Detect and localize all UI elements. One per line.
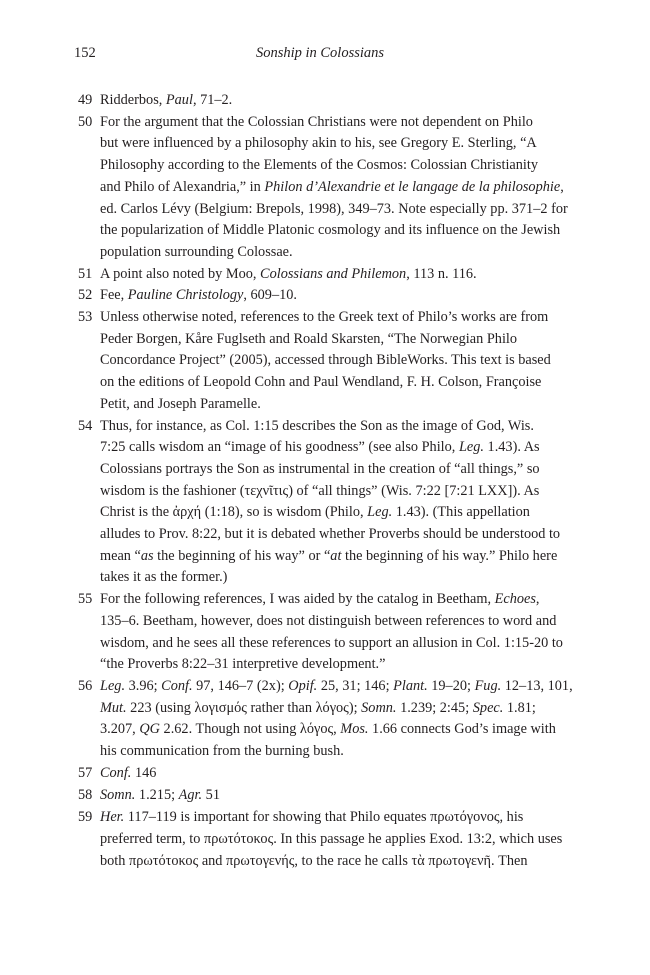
- text-run: A point also noted by Moo,: [100, 265, 261, 282]
- text-line: [100, 567, 568, 589]
- text-run: Fee,: [100, 287, 128, 304]
- text-run: takes it as the former.): [100, 569, 228, 586]
- text-line: [100, 633, 568, 655]
- text-line: [100, 698, 568, 720]
- text-run: Peder Borgen, Kåre Fuglseth and Roald Skarsten, “The Norwegian Philo: [100, 330, 518, 347]
- endnote: [78, 90, 568, 112]
- text-run: alludes to Prov. 8:22, but it is debated whether Proverbs should be understood to: [100, 526, 561, 543]
- text-run: Ridderbos,: [100, 92, 166, 108]
- text-run: 19–20;: [427, 677, 475, 694]
- text-line: [100, 350, 568, 372]
- text-line: [100, 437, 568, 459]
- text-run: 7:25 calls wisdom an “image of his goodness” (see also Philo,: [100, 439, 459, 456]
- endnote-text: [100, 589, 568, 676]
- endnote-text: [100, 785, 568, 807]
- text-run: 97, 146–7 (2x);: [192, 677, 289, 694]
- italic-text-run: at: [330, 547, 342, 564]
- text-run: , 71–2.: [192, 92, 233, 108]
- text-run: but were influenced by a philosophy akin to his, see Gregory E. Sterling, “A: [100, 135, 537, 152]
- text-line: [100, 329, 568, 351]
- endnote-text: [100, 264, 568, 286]
- endnotes-list: [78, 90, 573, 872]
- endnote-number: 50: [78, 113, 93, 130]
- italic-text-run: Fug.: [474, 677, 502, 694]
- italic-text-run: Echoes: [494, 591, 536, 608]
- text-run: 223 (using λογισμός rather than λόγος);: [126, 699, 362, 716]
- text-line: [100, 459, 568, 481]
- text-line: [100, 220, 568, 242]
- text-line: [100, 589, 568, 611]
- text-run: 146: [131, 764, 157, 781]
- italic-text-run: Somn.: [361, 699, 397, 716]
- text-line: [100, 546, 568, 568]
- endnote: [78, 112, 568, 264]
- text-line: [100, 416, 568, 438]
- italic-text-run: Colossians and Philemon: [260, 265, 407, 282]
- text-run: 12–13, 101,: [501, 677, 573, 694]
- text-line: [100, 741, 568, 763]
- text-run: For the argument that the Colossian Christians were not dependent on Philo: [100, 113, 533, 130]
- text-line: [100, 611, 568, 633]
- running-title: Sonship in Colossians: [255, 45, 385, 61]
- text-run: 1.43). (This appellation: [392, 504, 530, 521]
- text-run: his communication from the burning bush.: [100, 743, 344, 760]
- endnote: [78, 807, 568, 872]
- endnote-number: 57: [78, 764, 93, 781]
- text-run: 1.215;: [135, 786, 179, 803]
- text-run: 3.96;: [125, 677, 162, 694]
- text-line: [100, 242, 568, 264]
- italic-text-run: Plant.: [393, 677, 428, 694]
- text-run: ,: [535, 591, 540, 608]
- text-line: [100, 719, 568, 741]
- text-line: [100, 829, 568, 851]
- italic-text-run: Her.: [100, 809, 125, 826]
- text-run: ,: [560, 178, 564, 195]
- text-run: For the following references, I was aided by the catalog in Beetham,: [100, 591, 495, 608]
- text-run: , 609–10.: [243, 287, 297, 304]
- italic-text-run: Somn.: [100, 786, 136, 803]
- text-line: [100, 307, 568, 329]
- endnote-text: [100, 90, 568, 112]
- text-run: 51: [202, 786, 220, 803]
- italic-text-run: Spec.: [472, 699, 504, 716]
- text-run: and Philo of Alexandria,” in: [100, 178, 265, 195]
- text-line: [100, 654, 568, 676]
- text-run: Unless otherwise noted, references to the Greek text of Philo’s works are from: [100, 309, 549, 326]
- text-line: [100, 133, 568, 155]
- endnote: [78, 264, 568, 286]
- endnote: [78, 785, 568, 807]
- italic-text-run: Mos.: [340, 721, 369, 738]
- text-run: the beginning of his way” or “: [153, 547, 331, 564]
- endnote-text: [100, 416, 568, 590]
- endnote-number: 56: [78, 677, 93, 694]
- endnote: [78, 763, 568, 785]
- italic-text-run: Agr.: [178, 786, 203, 803]
- endnote-number: 52: [78, 287, 93, 304]
- text-line: [100, 90, 568, 112]
- text-line: [100, 807, 568, 829]
- text-run: the popularization of Middle Platonic cosmology and its influence on the Jewish: [100, 222, 561, 239]
- italic-text-run: Leg.: [367, 504, 393, 521]
- endnote-text: [100, 285, 568, 307]
- italic-text-run: Conf.: [100, 764, 132, 781]
- endnote-number: 53: [78, 309, 93, 326]
- endnote-text: [100, 807, 568, 872]
- italic-text-run: Leg.: [100, 677, 126, 694]
- text-run: on the editions of Leopold Cohn and Paul Wendland, F. H. Colson, Françoise: [100, 374, 542, 391]
- text-line: [100, 285, 568, 307]
- text-line: [100, 763, 568, 785]
- page-number: 152: [74, 45, 96, 61]
- italic-text-run: Opif.: [288, 677, 318, 694]
- text-line: [100, 372, 568, 394]
- italic-text-run: Pauline Christology: [127, 287, 244, 304]
- text-line: [100, 394, 568, 416]
- endnote: [78, 307, 568, 416]
- text-run: Petit, and Joseph Paramelle.: [100, 395, 261, 412]
- text-line: [100, 112, 568, 134]
- italic-text-run: Mut.: [100, 699, 127, 716]
- endnote: [78, 416, 568, 590]
- text-run: 135–6. Beetham, however, does not distinguish between references to word and: [100, 612, 557, 629]
- text-line: [100, 676, 573, 698]
- endnote-number: 49: [78, 92, 93, 108]
- text-line: [100, 199, 568, 221]
- text-line: [100, 155, 568, 177]
- text-run: Christ is the ἀρχή (1:18), so is wisdom (Philo,: [100, 504, 368, 521]
- text-run: ed. Carlos Lévy (Belgium: Brepols, 1998), 349–73. Note especially pp. 371–2 for: [100, 200, 568, 217]
- text-run: 117–119 is important for showing that Philo equates πρωτόγονος, his: [124, 809, 524, 826]
- text-run: “the Proverbs 8:22–31 interpretive development.”: [100, 656, 386, 673]
- text-run: 2.62. Though not using λόγος,: [159, 721, 341, 738]
- text-run: population surrounding Colossae.: [100, 243, 293, 260]
- italic-text-run: Conf.: [161, 677, 193, 694]
- text-run: wisdom is the fashioner (τεχνῖτις) of “all things” (Wis. 7:22 [7:21 LXX]). As: [100, 482, 540, 499]
- italic-text-run: QG: [139, 721, 160, 738]
- text-run: preferred term, to πρωτότοκος. In this passage he applies Exod. 13:2, which uses: [100, 830, 563, 847]
- text-run: , 113 n. 116.: [406, 265, 477, 282]
- text-run: 3.207,: [100, 721, 140, 738]
- italic-text-run: as: [140, 547, 154, 564]
- text-line: [100, 177, 568, 199]
- endnote-number: 58: [78, 786, 93, 803]
- text-line: [100, 481, 568, 503]
- endnote-number: 59: [78, 809, 93, 826]
- text-run: Philosophy according to the Elements of the Cosmos: Colossian Christianity: [100, 157, 539, 174]
- italic-text-run: Philon d’Alexandrie et le langage de la philosophie: [264, 178, 561, 195]
- text-run: 1.43). As: [483, 439, 540, 456]
- endnote-text: [100, 112, 568, 264]
- text-run: mean “: [100, 547, 141, 564]
- text-run: Colossians portrays the Son as instrumental in the creation of “all things,” so: [100, 460, 540, 477]
- text-line: [100, 264, 568, 286]
- italic-text-run: Leg.: [458, 439, 484, 456]
- text-line: [100, 502, 568, 524]
- text-run: the beginning of his way.” Philo here: [341, 547, 558, 564]
- endnote-text: [100, 676, 573, 763]
- running-header: [74, 45, 566, 67]
- text-run: Concordance Project” (2005), accessed through BibleWorks. This text is based: [100, 352, 551, 369]
- text-run: 25, 31; 146;: [317, 677, 394, 694]
- text-line: [100, 524, 568, 546]
- text-run: Thus, for instance, as Col. 1:15 describes the Son as the image of God, Wis.: [100, 417, 534, 434]
- endnote-text: [100, 763, 568, 785]
- endnote: [78, 589, 568, 676]
- text-run: both πρωτότοκος and πρωτογενής, to the race he calls τὰ πρωτογενῆ. Then: [100, 852, 528, 869]
- endnote-number: 51: [78, 265, 93, 282]
- text-line: [100, 785, 568, 807]
- text-run: 1.81;: [503, 699, 536, 716]
- text-run: 1.66 connects God’s image with: [368, 721, 556, 738]
- italic-text-run: Paul: [165, 92, 193, 108]
- endnote: [78, 285, 568, 307]
- text-run: 1.239; 2:45;: [396, 699, 473, 716]
- endnote: [78, 676, 573, 763]
- endnote-text: [100, 307, 568, 416]
- text-run: wisdom, and he sees all these references to support an allusion in Col. 1:15-20 to: [100, 634, 563, 651]
- text-line: [100, 851, 568, 873]
- endnote-number: 54: [78, 417, 93, 434]
- endnote-number: 55: [78, 591, 93, 608]
